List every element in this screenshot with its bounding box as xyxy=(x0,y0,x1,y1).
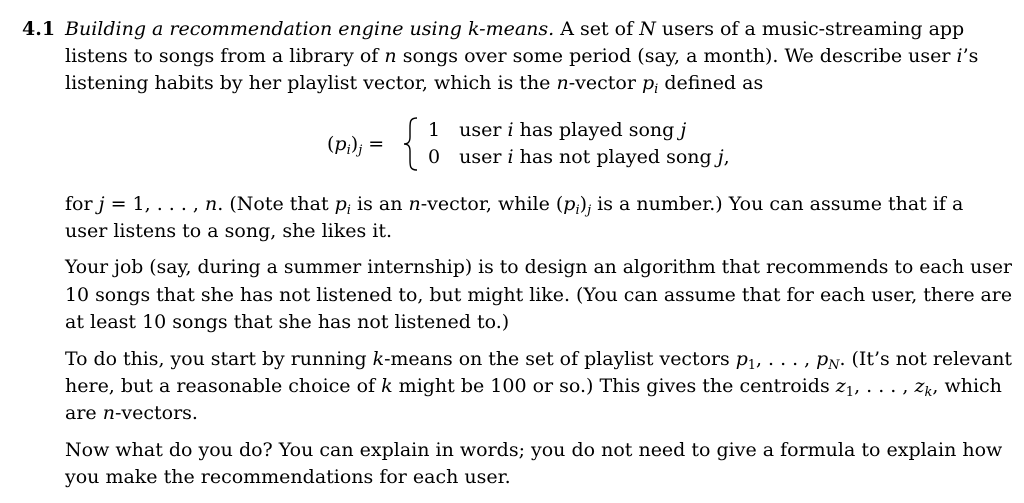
paragraph-todo-line-1 xyxy=(65,348,1013,373)
math-subscript: j xyxy=(358,143,363,158)
text: , which xyxy=(932,375,1002,397)
math-var: n xyxy=(556,72,569,94)
math-var: i xyxy=(507,146,514,168)
text: listening habits by her playlist vector, which is the xyxy=(65,72,551,94)
math-var: j xyxy=(680,119,687,141)
problem-number: 4.1 xyxy=(22,18,56,40)
text: ) xyxy=(579,193,588,215)
math-subscript: k xyxy=(924,385,933,400)
math-var: p xyxy=(334,133,347,155)
equation-case-2 xyxy=(428,148,730,167)
math-subscript: 1 xyxy=(845,385,855,400)
text: -vectors. xyxy=(114,402,198,424)
math-subscript: i xyxy=(654,82,659,97)
equals-sign: = xyxy=(368,133,385,155)
text: user xyxy=(459,146,502,168)
text: . (Note that xyxy=(217,193,329,215)
problem-line-3 xyxy=(65,72,764,97)
text: = 1, . . . , xyxy=(110,193,199,215)
text: here, but a reasonable choice of xyxy=(65,375,376,397)
math-var: n xyxy=(205,193,218,215)
math-var: p xyxy=(641,72,655,94)
case-value: 1 xyxy=(428,119,441,141)
text: , . . . , xyxy=(854,375,909,397)
math-var: i xyxy=(507,119,514,141)
equation-case-1 xyxy=(428,121,686,140)
text: users of a music-streaming app xyxy=(661,18,965,40)
math-subscript: j xyxy=(587,203,592,218)
text: are xyxy=(65,402,97,424)
text: A set of xyxy=(560,18,634,40)
text: user xyxy=(459,119,502,141)
paragraph-job-line-2: 10 songs that she has not listened to, but might like. (You can assume that for each user, there are xyxy=(65,284,1013,306)
paragraph-job-line-3: at least 10 songs that she has not listened to.) xyxy=(65,311,510,333)
math-subscript: i xyxy=(346,143,351,158)
math-var: N xyxy=(639,18,656,40)
paragraph-job-line-1: Your job (say, during a summer internship) is to design an algorithm that recommends to each user xyxy=(65,256,1012,278)
math-var: j xyxy=(717,146,724,168)
text: defined as xyxy=(664,72,764,94)
paren: ( xyxy=(327,133,335,155)
problem-line-2 xyxy=(65,47,978,66)
text: listens to songs from a library of xyxy=(65,45,379,67)
text: for xyxy=(65,193,93,215)
text: has played song xyxy=(519,119,675,141)
paren: ) xyxy=(350,133,359,155)
problem-line-1 xyxy=(65,20,964,39)
math-var: n xyxy=(384,45,397,67)
problem-title: Building a recommendation engine using k-means. xyxy=(65,18,555,40)
math-var: p xyxy=(334,193,347,215)
paragraph-todo-line-2 xyxy=(65,375,1002,400)
text: , xyxy=(723,146,730,168)
text: -vector xyxy=(568,72,636,94)
math-var: k xyxy=(372,348,385,370)
text: songs over some period (say, a month). We describe user xyxy=(402,45,951,67)
text: has not played song xyxy=(519,146,712,168)
text: ’s xyxy=(962,45,979,67)
math-subscript: i xyxy=(575,203,580,218)
math-subscript: i xyxy=(346,203,351,218)
text: -means on the set of playlist vectors xyxy=(384,348,730,370)
text: might be 100 or so.) This gives the centroids xyxy=(398,375,830,397)
math-var: n xyxy=(102,402,115,424)
text: is an xyxy=(357,193,403,215)
math-var: p xyxy=(816,348,829,370)
paragraph-note-line-2: user listens to a song, she likes it. xyxy=(65,220,393,242)
text: -vector, while ( xyxy=(420,193,564,215)
math-var: k xyxy=(381,375,393,397)
text: . (It’s not relevant xyxy=(839,348,1013,370)
left-brace-icon xyxy=(401,116,421,172)
paragraph-todo-line-3 xyxy=(65,404,198,423)
paragraph-now-line-2: you make the recommendations for each user. xyxy=(65,466,511,488)
text: , . . . , xyxy=(756,348,811,370)
paragraph-now-line-1: Now what do you do? You can explain in words; you do not need to give a formula to explain how xyxy=(65,439,1003,461)
math-var: p xyxy=(735,348,748,370)
text: To do this, you start by running xyxy=(65,348,367,370)
text: is a number.) You can assume that if a xyxy=(597,193,964,215)
math-var: z xyxy=(835,375,846,397)
math-var: p xyxy=(563,193,576,215)
paragraph-note-line-1 xyxy=(65,193,964,218)
math-var: n xyxy=(408,193,421,215)
math-subscript: 1 xyxy=(747,358,757,373)
math-var: z xyxy=(914,375,925,397)
equation-lhs xyxy=(327,133,385,158)
math-var: i xyxy=(956,45,963,67)
case-value: 0 xyxy=(428,146,441,168)
math-var: j xyxy=(98,193,105,215)
math-subscript: N xyxy=(828,358,840,373)
